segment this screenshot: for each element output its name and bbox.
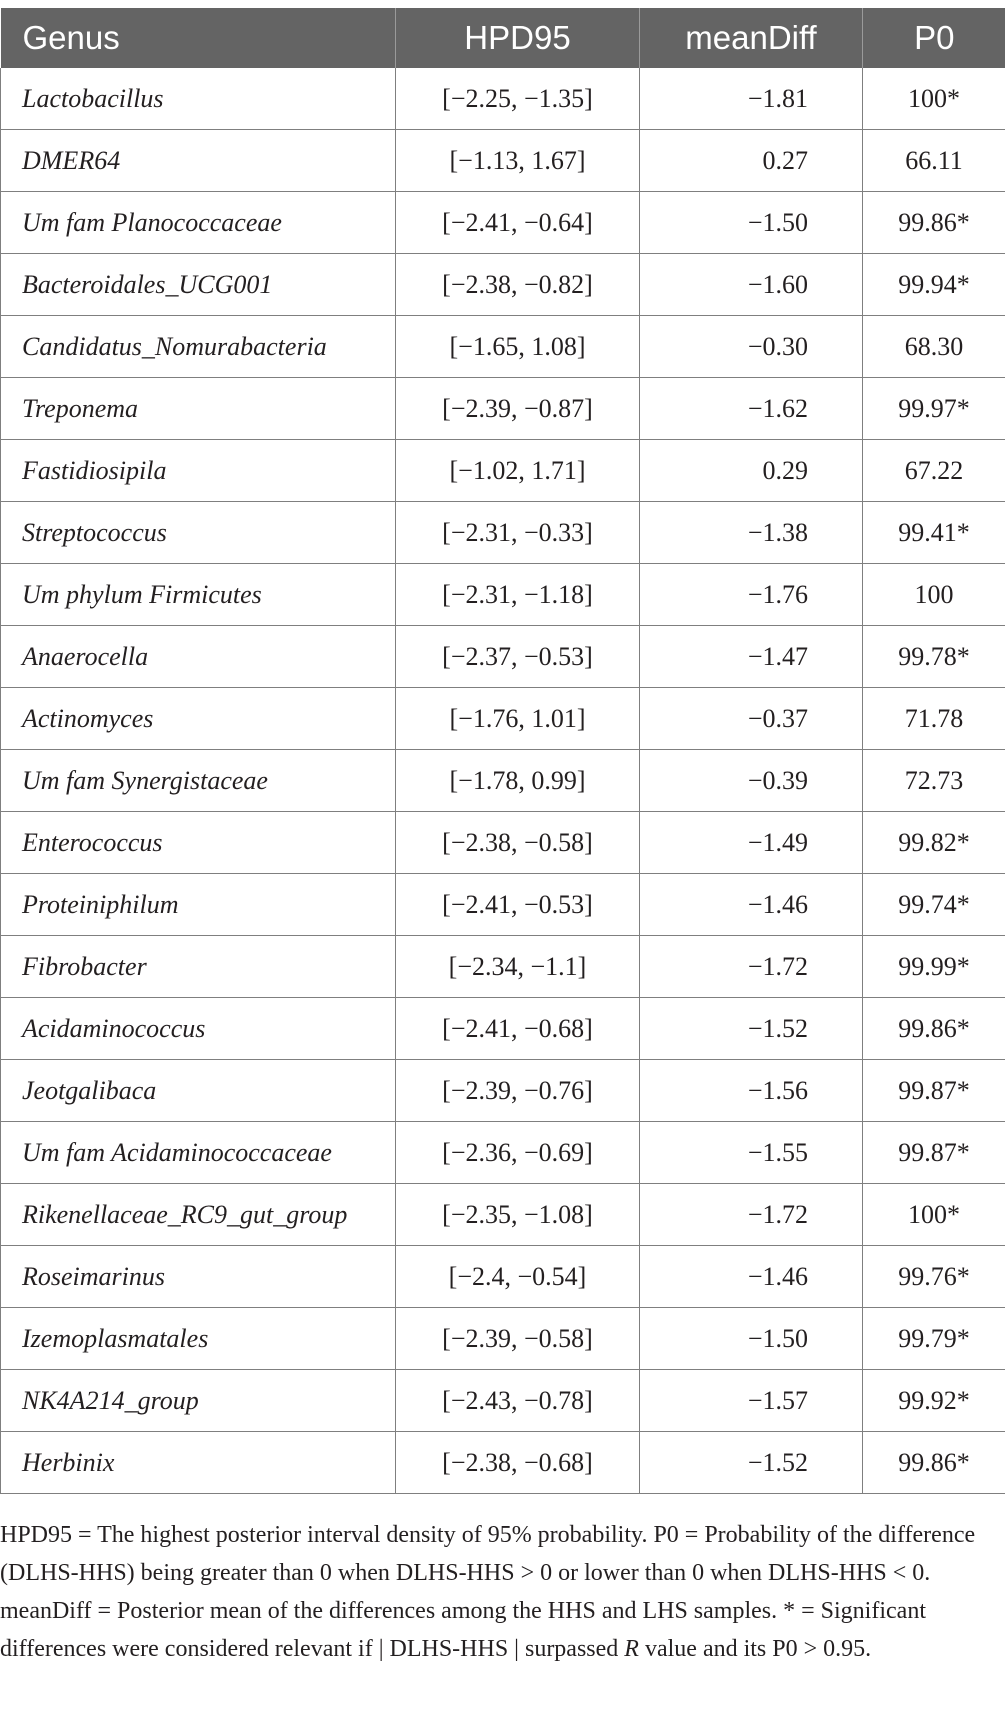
cell-genus: NK4A214_group — [1, 1370, 396, 1432]
cell-genus: Fibrobacter — [1, 936, 396, 998]
cell-meandiff: −1.56 — [640, 1060, 863, 1122]
cell-p0: 99.87* — [863, 1060, 1005, 1122]
cell-meandiff: −1.46 — [640, 874, 863, 936]
header-hpd95: HPD95 — [396, 8, 640, 68]
cell-hpd95: [−2.41, −0.64] — [396, 192, 640, 254]
cell-genus: Um fam Synergistaceae — [1, 750, 396, 812]
cell-meandiff: −1.57 — [640, 1370, 863, 1432]
cell-genus: Herbinix — [1, 1432, 396, 1494]
cell-genus: Enterococcus — [1, 812, 396, 874]
cell-meandiff: 0.27 — [640, 130, 863, 192]
cell-p0: 99.94* — [863, 254, 1005, 316]
cell-meandiff: −1.50 — [640, 192, 863, 254]
cell-hpd95: [−2.37, −0.53] — [396, 626, 640, 688]
cell-genus: Lactobacillus — [1, 68, 396, 130]
cell-p0: 100 — [863, 564, 1005, 626]
table-row — [1, 502, 1005, 564]
cell-meandiff: −1.76 — [640, 564, 863, 626]
footnote-r-symbol: R — [624, 1636, 639, 1662]
cell-p0: 99.87* — [863, 1122, 1005, 1184]
cell-meandiff: −1.72 — [640, 1184, 863, 1246]
table-row — [1, 1060, 1005, 1122]
cell-p0: 71.78 — [863, 688, 1005, 750]
cell-hpd95: [−2.43, −0.78] — [396, 1370, 640, 1432]
cell-meandiff: −1.62 — [640, 378, 863, 440]
cell-hpd95: [−1.65, 1.08] — [396, 316, 640, 378]
table-row — [1, 254, 1005, 316]
header-meandiff: meanDiff — [640, 8, 863, 68]
cell-meandiff: 0.29 — [640, 440, 863, 502]
cell-hpd95: [−2.38, −0.68] — [396, 1432, 640, 1494]
cell-hpd95: [−1.76, 1.01] — [396, 688, 640, 750]
cell-p0: 66.11 — [863, 130, 1005, 192]
cell-hpd95: [−2.41, −0.68] — [396, 998, 640, 1060]
table-row — [1, 998, 1005, 1060]
table-footnote — [0, 1516, 990, 1668]
cell-p0: 99.99* — [863, 936, 1005, 998]
table-row — [1, 812, 1005, 874]
cell-meandiff: −1.47 — [640, 626, 863, 688]
cell-genus: DMER64 — [1, 130, 396, 192]
table-row — [1, 130, 1005, 192]
table-row — [1, 626, 1005, 688]
cell-hpd95: [−2.34, −1.1] — [396, 936, 640, 998]
cell-hpd95: [−1.78, 0.99] — [396, 750, 640, 812]
results-table-container — [0, 8, 1005, 1494]
cell-genus: Candidatus_Nomurabacteria — [1, 316, 396, 378]
cell-hpd95: [−2.36, −0.69] — [396, 1122, 640, 1184]
cell-genus: Anaerocella — [1, 626, 396, 688]
cell-p0: 99.92* — [863, 1370, 1005, 1432]
cell-genus: Um phylum Firmicutes — [1, 564, 396, 626]
cell-hpd95: [−2.31, −1.18] — [396, 564, 640, 626]
cell-p0: 99.86* — [863, 998, 1005, 1060]
footnote-text: HPD95 = The highest posterior interval density of 95% probability. P0 = Probability of the difference (DLHS-HHS) being greater than 0 when DLHS-HHS > 0 or lower than 0 when DLHS-HHS < 0. meanDiff = Posterior mean of the differences among the HHS and LHS samples. * = Significant differences were considered relevant if | DLHS-HHS | surpassed — [0, 1522, 976, 1662]
cell-meandiff: −1.52 — [640, 1432, 863, 1494]
cell-genus: Acidaminococcus — [1, 998, 396, 1060]
table-row — [1, 936, 1005, 998]
cell-meandiff: −1.60 — [640, 254, 863, 316]
cell-hpd95: [−2.41, −0.53] — [396, 874, 640, 936]
cell-hpd95: [−1.13, 1.67] — [396, 130, 640, 192]
cell-p0: 72.73 — [863, 750, 1005, 812]
cell-meandiff: −0.37 — [640, 688, 863, 750]
cell-genus: Proteiniphilum — [1, 874, 396, 936]
header-row — [1, 8, 1005, 68]
cell-genus: Fastidiosipila — [1, 440, 396, 502]
cell-hpd95: [−2.25, −1.35] — [396, 68, 640, 130]
cell-p0: 99.79* — [863, 1308, 1005, 1370]
cell-genus: Rikenellaceae_RC9_gut_group — [1, 1184, 396, 1246]
cell-genus: Izemoplasmatales — [1, 1308, 396, 1370]
cell-p0: 99.82* — [863, 812, 1005, 874]
cell-meandiff: −1.49 — [640, 812, 863, 874]
cell-hpd95: [−2.31, −0.33] — [396, 502, 640, 564]
genus-results-table — [0, 8, 1005, 1494]
cell-p0: 99.86* — [863, 1432, 1005, 1494]
table-row — [1, 1432, 1005, 1494]
cell-meandiff: −1.55 — [640, 1122, 863, 1184]
cell-hpd95: [−2.38, −0.58] — [396, 812, 640, 874]
cell-p0: 99.76* — [863, 1246, 1005, 1308]
cell-p0: 99.78* — [863, 626, 1005, 688]
cell-genus: Treponema — [1, 378, 396, 440]
cell-genus: Um fam Acidaminococcaceae — [1, 1122, 396, 1184]
table-row — [1, 192, 1005, 254]
cell-p0: 100* — [863, 1184, 1005, 1246]
header-p0: P0 — [863, 8, 1005, 68]
cell-genus: Bacteroidales_UCG001 — [1, 254, 396, 316]
cell-hpd95: [−2.39, −0.58] — [396, 1308, 640, 1370]
cell-genus: Jeotgalibaca — [1, 1060, 396, 1122]
table-header — [1, 8, 1005, 68]
footnote-text-end: value and its P0 > 0.95. — [638, 1636, 872, 1662]
cell-meandiff: −1.52 — [640, 998, 863, 1060]
table-row — [1, 874, 1005, 936]
table-row — [1, 440, 1005, 502]
cell-p0: 68.30 — [863, 316, 1005, 378]
table-row — [1, 1370, 1005, 1432]
table-row — [1, 750, 1005, 812]
table-row — [1, 1246, 1005, 1308]
cell-genus: Roseimarinus — [1, 1246, 396, 1308]
cell-meandiff: −1.50 — [640, 1308, 863, 1370]
cell-meandiff: −0.39 — [640, 750, 863, 812]
cell-hpd95: [−2.35, −1.08] — [396, 1184, 640, 1246]
header-genus: Genus — [1, 8, 396, 68]
table-row — [1, 1308, 1005, 1370]
cell-genus: Um fam Planococcaceae — [1, 192, 396, 254]
cell-p0: 99.74* — [863, 874, 1005, 936]
table-body — [1, 68, 1005, 1494]
cell-p0: 99.86* — [863, 192, 1005, 254]
cell-genus: Streptococcus — [1, 502, 396, 564]
table-row — [1, 1122, 1005, 1184]
cell-meandiff: −1.72 — [640, 936, 863, 998]
cell-hpd95: [−2.38, −0.82] — [396, 254, 640, 316]
cell-genus: Actinomyces — [1, 688, 396, 750]
cell-p0: 99.41* — [863, 502, 1005, 564]
cell-p0: 67.22 — [863, 440, 1005, 502]
cell-p0: 100* — [863, 68, 1005, 130]
cell-hpd95: [−2.39, −0.87] — [396, 378, 640, 440]
table-row — [1, 564, 1005, 626]
cell-meandiff: −0.30 — [640, 316, 863, 378]
table-row — [1, 688, 1005, 750]
cell-meandiff: −1.46 — [640, 1246, 863, 1308]
cell-hpd95: [−2.4, −0.54] — [396, 1246, 640, 1308]
cell-meandiff: −1.38 — [640, 502, 863, 564]
table-row — [1, 378, 1005, 440]
table-row — [1, 316, 1005, 378]
cell-p0: 99.97* — [863, 378, 1005, 440]
cell-hpd95: [−1.02, 1.71] — [396, 440, 640, 502]
table-row — [1, 1184, 1005, 1246]
cell-meandiff: −1.81 — [640, 68, 863, 130]
cell-hpd95: [−2.39, −0.76] — [396, 1060, 640, 1122]
table-row — [1, 68, 1005, 130]
